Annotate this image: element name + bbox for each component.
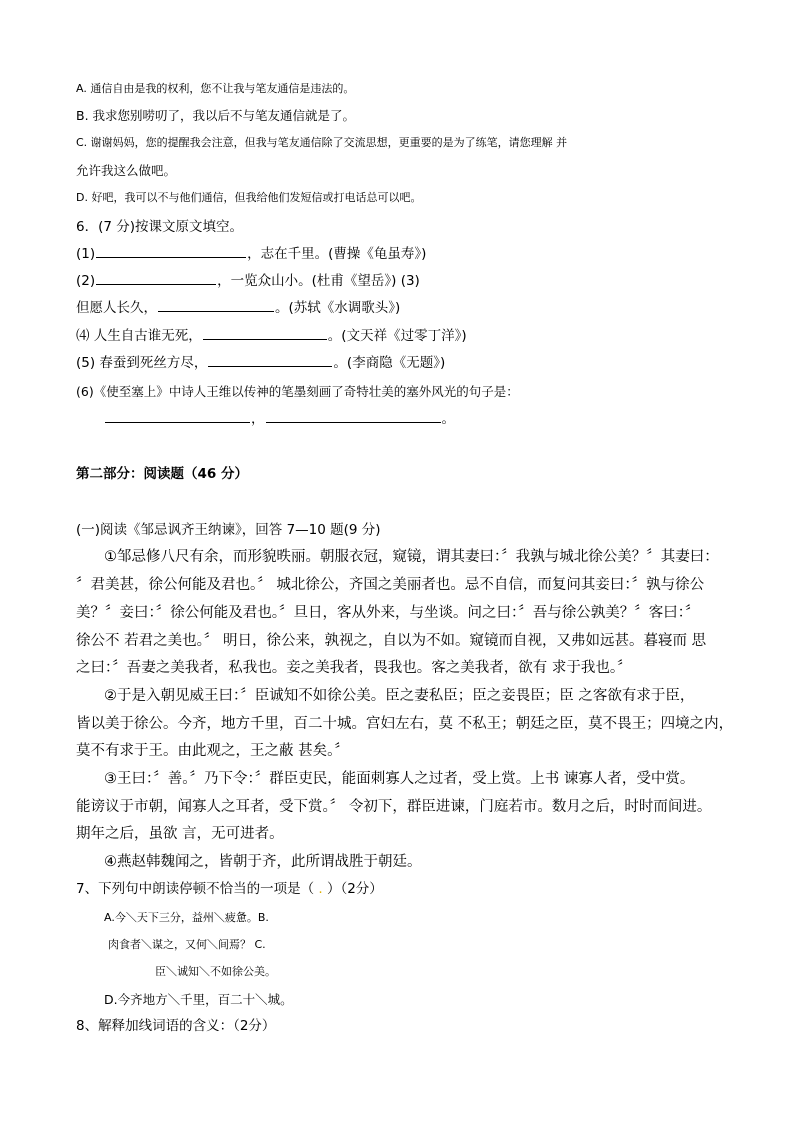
q6-l7-comma: ，	[251, 411, 265, 427]
q6-l2-prefix: (2)	[76, 273, 96, 289]
option-b: B. 我求您别唠叨了，我以后不与笔友通信就是了。	[76, 108, 356, 123]
option-c-line1: C. 谢谢妈妈，您的提醒我会注意，但我与笔友通信除了交流思想，更重要的是为了练笔，请您理解 并	[76, 136, 568, 149]
q7-option-c: 臣＼诚知＼不如徐公美。	[155, 965, 276, 978]
option-c-line2: 允许我这么做吧。	[76, 163, 177, 178]
passage-p1-line: 〞君美甚，徐公何能及君也。〞 城北徐公，齐国之美丽者也。忌不自信，而复问其妾曰：〞孰与徐公	[76, 577, 705, 593]
q7-option-b: 肉食者＼谋之，又何＼间焉？ C.	[108, 938, 266, 951]
q6-line-2	[76, 273, 420, 289]
q6-line-5	[76, 355, 445, 371]
passage-p3-line: 能谤议于市朝，闻寡人之耳者，受下赏。〞 令初下，群臣进谏，门庭若市。数月之后，时时而间进。	[76, 799, 712, 815]
q6-l3-suffix: 。(苏轼《水调歌头》)	[275, 300, 401, 316]
q6-line-6: (6)《使至塞上》中诗人王维以传神的笔墨刻画了奇特壮美的塞外风光的句子是：	[76, 384, 519, 399]
passage-p3-line: ③王曰：〞善。〞乃下令：〞群臣吏民，能面刺寡人之过者，受上赏。上书 谏寡人者，受中赏。	[104, 771, 695, 787]
q6-l7-end: 。	[441, 411, 455, 427]
passage-p1-line: 美？〞妾曰：〞徐公何能及君也。〞旦日，客从外来，与坐谈。问之曰：〞吾与徐公孰美？〞客曰：〞	[76, 605, 700, 621]
q6-line-4	[76, 328, 467, 344]
option-a: A. 通信自由是我的权利，您不让我与笔友通信是违法的。	[76, 82, 355, 95]
passage-p2-line: 莫不有求于王。由此观之，王之蔽 甚矣。〞	[76, 743, 349, 759]
fill-blank-3[interactable]	[158, 310, 274, 312]
fill-blank-5[interactable]	[208, 365, 332, 367]
option-d: D. 好吧，我可以不与他们通信，但我给他们发短信或打电话总可以吧。	[76, 191, 422, 204]
q6-l4-prefix: ⑷ 人生自古谁无死，	[76, 328, 202, 344]
q7-stem-score: ）（2分）	[326, 881, 383, 897]
q7-stem	[76, 881, 383, 897]
passage-p2-line: 皆以美于徐公。今齐，地方千里，百二十城。宫妇左右，莫 不私王；朝廷之臣，莫不畏王；四境之内，	[76, 716, 734, 732]
passage-p3-line: 期年之后，虽欲 言，无可进者。	[76, 826, 284, 842]
q6-line-3	[76, 300, 400, 316]
fill-blank-4[interactable]	[203, 338, 327, 340]
q6-l5-prefix: (5) 春蚕到死丝方尽，	[76, 355, 208, 371]
q6-l4-suffix: 。(文天祥《过零丁洋》)	[327, 328, 467, 344]
fill-blank-1[interactable]	[96, 256, 246, 258]
q7-option-d: D.今齐地方＼千里，百二十＼城。	[104, 992, 293, 1007]
passage-p4: ④燕赵韩魏闻之，皆朝于齐，此所谓战胜于朝廷。	[104, 854, 422, 870]
passage-p1-line: 之曰：〞吾妻之美我者，私我也。妾之美我者，畏我也。客之美我者，欲有 求于我也。〞	[76, 660, 632, 676]
q6-l2-suffix: ，一览众山小。(杜甫《望岳》) (3)	[217, 273, 420, 289]
q6-l5-suffix: 。(李商隐《无题》)	[333, 355, 446, 371]
passage-p2-line: ②于是入朝见威王曰：〞臣诚知不如徐公美。臣之妻私臣；臣之妾畏臣；臣 之客欲有求于臣，	[104, 688, 695, 704]
q6-l3-prefix: 但愿人长久，	[76, 300, 157, 316]
q7-option-a: A.今＼天下三分，益州＼疲惫。B.	[104, 911, 269, 924]
reading-intro: (一)阅读《邹忌讽齐王纳谏》，回答 7—10 题(9 分)	[76, 522, 381, 538]
fill-blank-6[interactable]	[105, 421, 250, 423]
fill-blank-2[interactable]	[96, 283, 216, 285]
answer-slot[interactable]: .	[314, 881, 327, 897]
q7-stem-text: 7、下列句中朗读停顿不恰当的一项是（	[76, 881, 315, 897]
q6-title: 6．(7 分)按课文原文填空。	[76, 219, 244, 235]
fill-blank-7[interactable]	[266, 421, 441, 423]
part2-heading: 第二部分：阅读题（46 分）	[76, 466, 248, 482]
q6-line-1	[76, 246, 426, 262]
q6-l1-prefix: (1)	[76, 246, 96, 262]
passage-p1-line: ①邹忌修八尺有余，而形貌昳丽。朝服衣冠，窥镜，谓其妻曰：〞我孰与城北徐公美？〞其妻曰：	[104, 549, 719, 565]
q6-l1-suffix: ，志在千里。(曹操《龟虽寿》)	[247, 246, 427, 262]
passage-p1-line: 徐公不 若君之美也。〞 明日，徐公来，孰视之，自以为不如。窥镜而自视，又弗如远甚。暮寝而 思	[76, 633, 707, 649]
q6-line-7	[104, 411, 455, 427]
q8-stem: 8、解释加线词语的含义：（2分）	[76, 1018, 276, 1034]
